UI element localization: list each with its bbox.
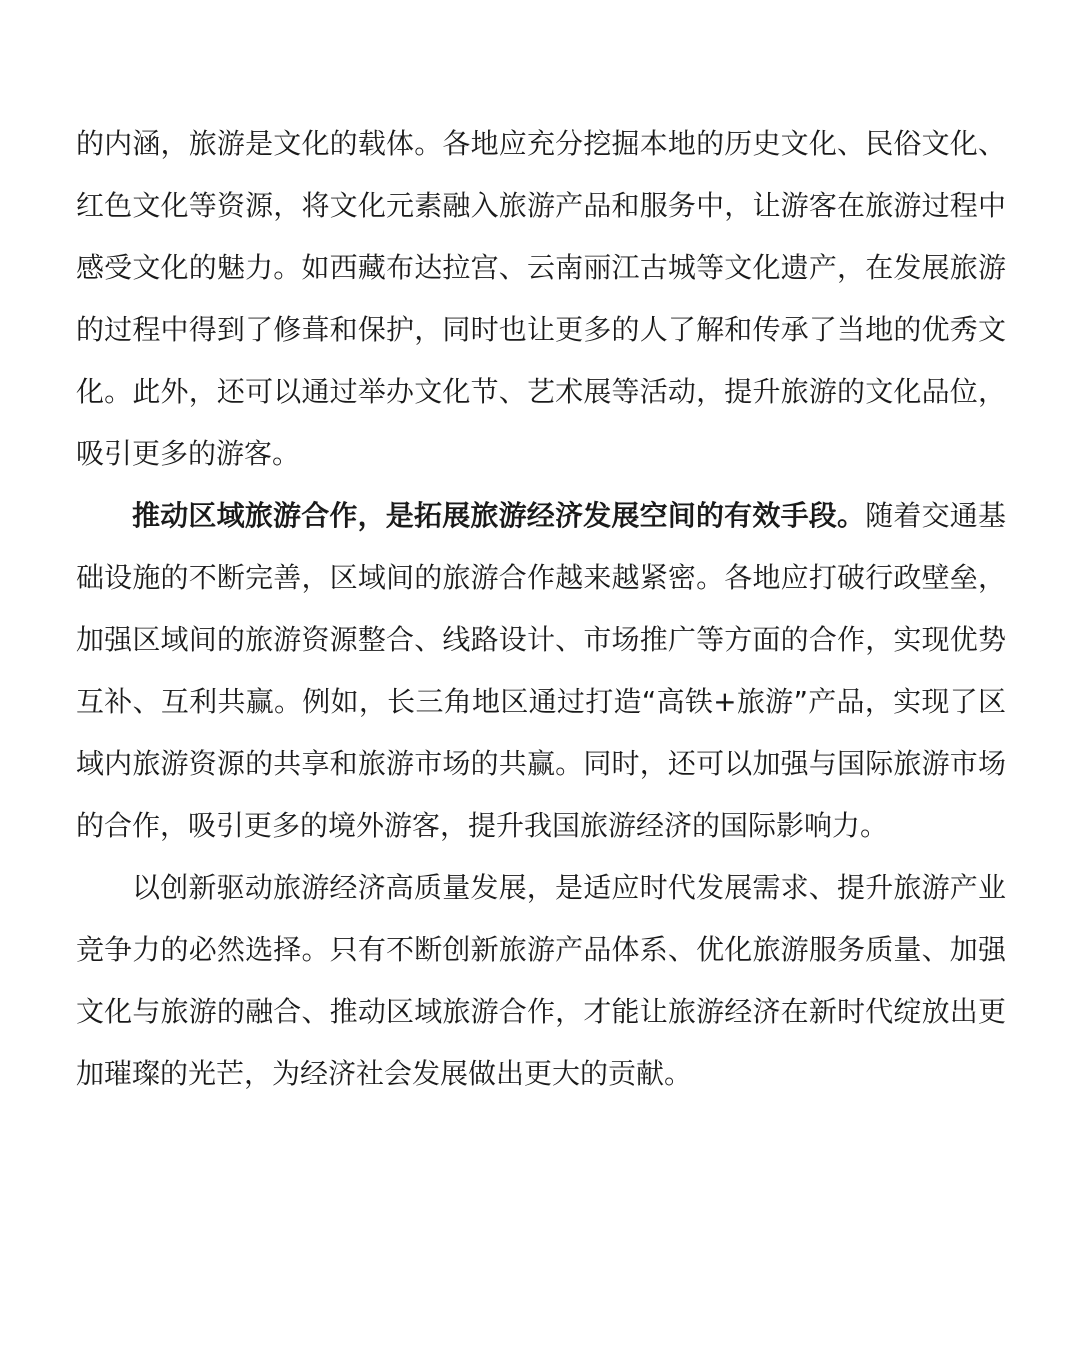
paragraph-text: 以创新驱动旅游经济高质量发展，是适应时代发展需求、提升旅游产业竞争力的必然选择。只有不断创新旅游产品体系、优化旅游服务质量、加强文化与旅游的融合、推动区域旅游合作，才能让旅游经济在新时代绽放出更加璀璨的光芒，为经济社会发展做出更大的贡献。 — [76, 871, 1006, 1090]
paragraph-regional-cooperation — [76, 485, 1006, 857]
paragraph-lead-sentence: 推动区域旅游合作，是拓展旅游经济发展空间的有效手段。 — [132, 499, 866, 532]
paragraph-culture-continued — [76, 113, 1006, 485]
paragraph-text: 随着交通基础设施的不断完善，区域间的旅游合作越来越紧密。各地应打破行政壁垒，加强区域间的旅游资源整合、线路设计、市场推广等方面的合作，实现优势互补、互利共赢。例如，长三角地区通过打造“高铁+旅游”产品，实现了区域内旅游资源的共享和旅游市场的共赢。同时，还可以加强与国际旅游市场的合作，吸引更多的境外游客，提升我国旅游经济的国际影响力。 — [76, 499, 1006, 842]
paragraph-text: 的内涵，旅游是文化的载体。各地应充分挖掘本地的历史文化、民俗文化、红色文化等资源，将文化元素融入旅游产品和服务中，让游客在旅游过程中感受文化的魅力。如西藏布达拉宫、云南丽江古城等文化遗产，在发展旅游的过程中得到了修葺和保护，同时也让更多的人了解和传承了当地的优秀文化。此外，还可以通过举办文化节、艺术展等活动，提升旅游的文化品位，吸引更多的游客。 — [76, 127, 1006, 470]
document-page — [76, 113, 1006, 1105]
paragraph-conclusion — [76, 857, 1006, 1105]
